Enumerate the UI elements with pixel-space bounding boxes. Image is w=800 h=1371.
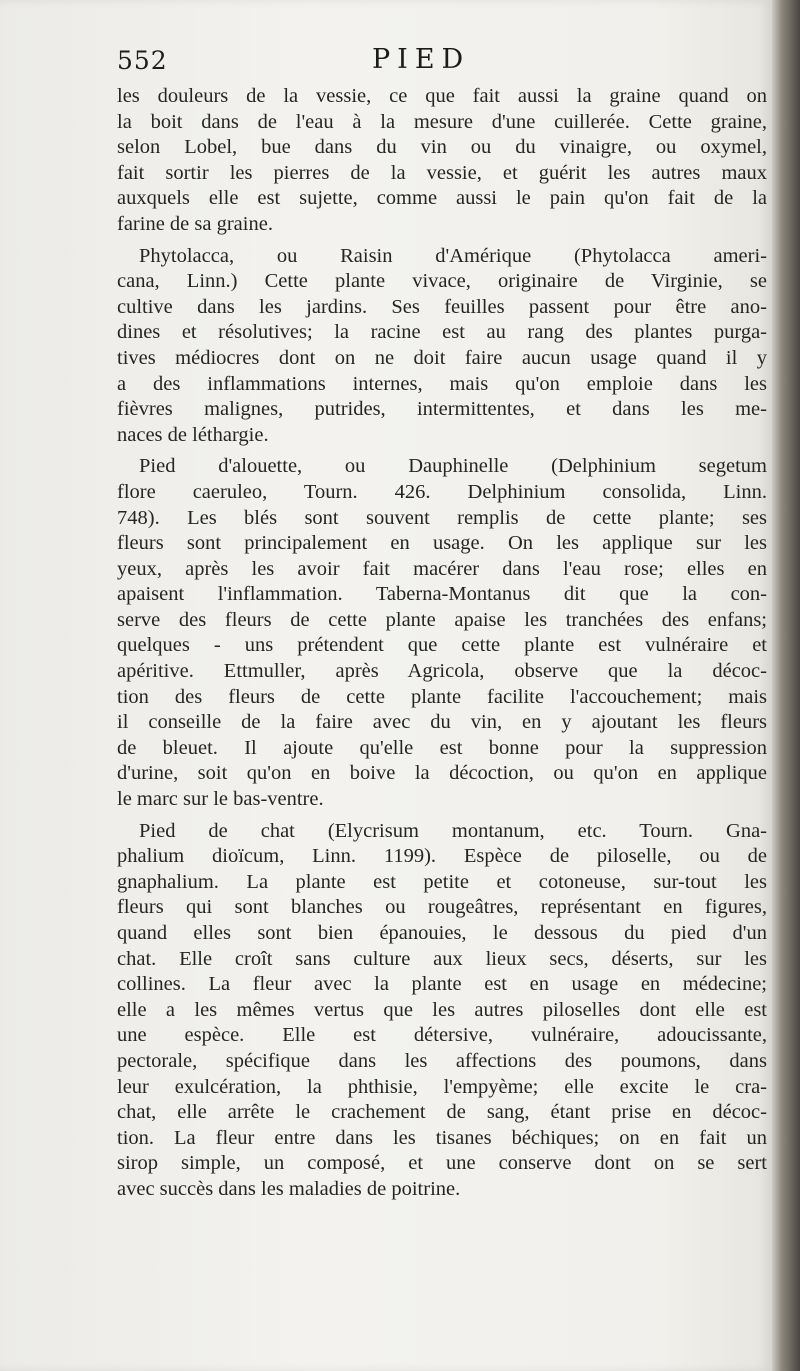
- text-line: une espèce. Elle est détersive, vulnéraire, adoucissante,: [117, 1024, 767, 1047]
- page-header: [117, 44, 767, 84]
- text-line: naces de léthargie.: [117, 423, 269, 446]
- entry-pied-d-alouette: [117, 454, 767, 812]
- text-line: d'urine, soit qu'on en boive la décoction, ou qu'on en applique: [117, 762, 767, 785]
- text-line: cana, Linn.) Cette plante vivace, originaire de Virginie, se: [117, 270, 767, 293]
- text-line: pectorale, spécifique dans les affections des poumons, dans: [117, 1049, 767, 1072]
- entry-heading-line: Pied de chat (Elycrisum montanum, etc. Tourn. Gna-: [139, 819, 767, 842]
- text-line: gnaphalium. La plante est petite et cotoneuse, sur-tout les: [117, 870, 767, 893]
- text-line: le marc sur le bas-ventre.: [117, 788, 324, 811]
- text-line: les douleurs de la vessie, ce que fait aussi la graine quand on: [117, 85, 767, 107]
- text-line: avec succès dans les maladies de poitrine.: [117, 1177, 461, 1200]
- text-line: chat, elle arrête le crachement de sang, étant prise en décoc-: [117, 1101, 767, 1124]
- text-line: sirop simple, un composé, et une conserve dont on se sert: [117, 1152, 767, 1175]
- text-line: fièvres malignes, putrides, intermittentes, et dans les me-: [117, 398, 767, 421]
- text-line: leur exulcération, la phthisie, l'empyème; elle excite le cra-: [117, 1075, 767, 1098]
- entry-heading-line: Pied d'alouette, ou Dauphinelle (Delphinium segetum: [139, 455, 767, 478]
- text-line: fleurs sont principalement en usage. On les applique sur les: [117, 532, 767, 555]
- text-line: apéritive. Ettmuller, après Agricola, observe que la décoc-: [117, 660, 767, 683]
- entry-heading-line: Phytolacca, ou Raisin d'Amérique (Phytolacca ameri-: [139, 244, 767, 267]
- text-line: tion des fleurs de cette plante facilite l'accouchement; mais: [117, 685, 767, 708]
- text-line: flore caeruleo, Tourn. 426. Delphinium consolida, Linn.: [117, 480, 767, 503]
- text-line: tion. La fleur entre dans les tisanes béchiques; on en fait un: [117, 1126, 767, 1149]
- text-line: de bleuet. Il ajoute qu'elle est bonne pour la suppression: [117, 736, 767, 759]
- text-line: quelques - uns prétendent que cette plante est vulnéraire et: [117, 634, 767, 657]
- text-line: fleurs qui sont blanches ou rougeâtres, représentant en figures,: [117, 896, 767, 919]
- running-head: PIED: [372, 44, 471, 75]
- text-line: auxquels elle est sujette, comme aussi le pain qu'on fait de la: [117, 187, 767, 210]
- page-number: 552: [117, 46, 168, 75]
- text-line: fait sortir les pierres de la vessie, et guérit les autres maux: [117, 161, 767, 184]
- text-line: farine de sa graine.: [117, 212, 273, 235]
- text-line: 748). Les blés sont souvent remplis de cette plante; ses: [117, 506, 767, 529]
- text-line: elle a les mêmes vertus que les autres piloselles dont elle est: [117, 998, 767, 1021]
- text-line: selon Lobel, bue dans du vin ou du vinaigre, ou oxymel,: [117, 136, 767, 159]
- text-line: il conseille de la faire avec du vin, en y ajoutant les fleurs: [117, 711, 767, 734]
- text-line: serve des fleurs de cette plante apaise les tranchées des enfans;: [117, 608, 767, 631]
- text-line: collines. La fleur avec la plante est en usage en médecine;: [117, 973, 767, 996]
- text-line: a des inflammations internes, mais qu'on emploie dans les: [117, 372, 767, 395]
- paragraph-vessie: [117, 84, 767, 238]
- text-line: chat. Elle croît sans culture aux lieux secs, déserts, sur les: [117, 947, 767, 970]
- text-line: yeux, après les avoir fait macérer dans l'eau rose; elles en: [117, 557, 767, 580]
- book-edge-shadow: [772, 0, 800, 1371]
- text-line: tives médiocres dont on ne doit faire aucun usage quand il y: [117, 346, 767, 369]
- text-line: dines et résolutives; la racine est au rang des plantes purga-: [117, 321, 767, 344]
- body-text: [117, 84, 767, 1203]
- text-line: apaisent l'inflammation. Taberna-Montanus dit que la con-: [117, 583, 767, 606]
- text-line: la boit dans de l'eau à la mesure d'une cuillerée. Cette graine,: [117, 110, 767, 133]
- entry-pied-de-chat: [117, 819, 767, 1203]
- text-line: phalium dioïcum, Linn. 1199). Espèce de piloselle, ou de: [117, 845, 767, 868]
- text-line: cultive dans les jardins. Ses feuilles passent pour être ano-: [117, 295, 767, 318]
- entry-phytolacca: [117, 244, 767, 449]
- text-line: quand elles sont bien épanouies, le dessous du pied d'un: [117, 922, 767, 944]
